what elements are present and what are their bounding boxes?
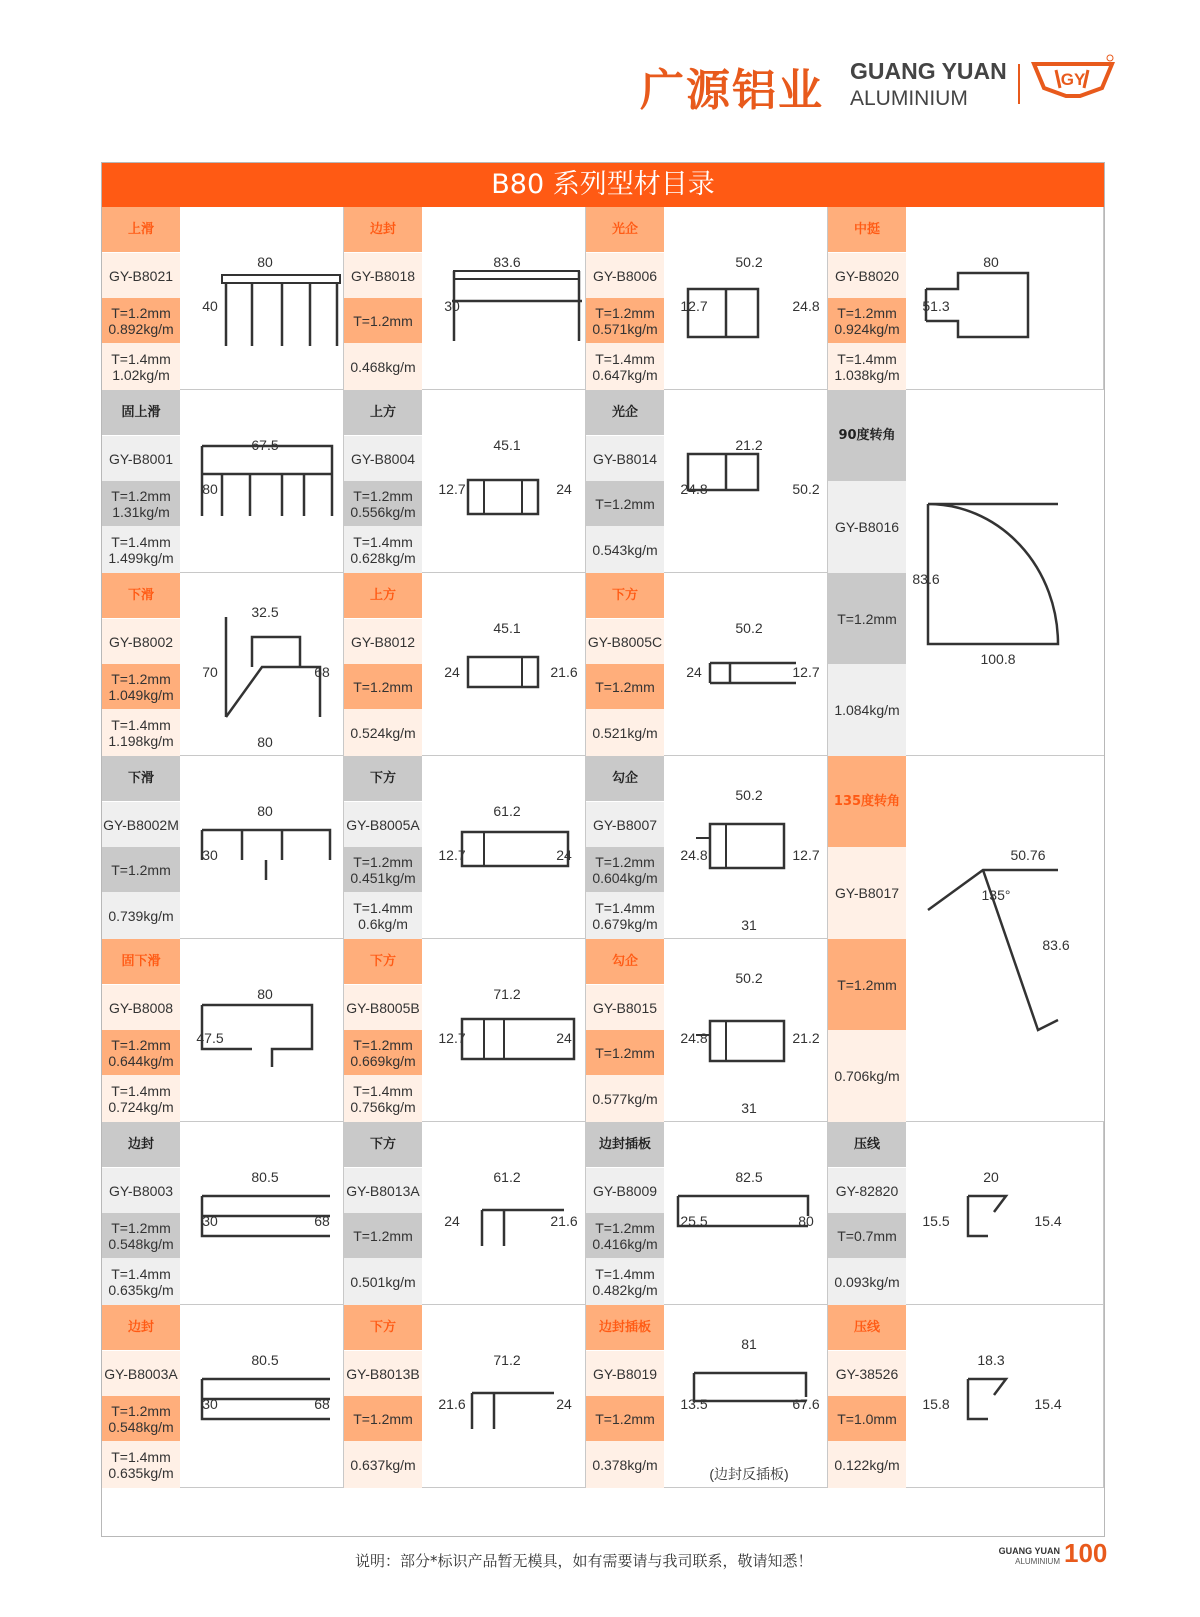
profile-name: 上方 — [344, 573, 422, 618]
dimension-label: 45.1 — [493, 620, 521, 636]
dimension-label: 50.2 — [735, 254, 763, 270]
profile-outline — [710, 663, 796, 683]
profile-cell — [828, 1122, 1104, 1305]
dimension-label: 80 — [798, 1213, 814, 1229]
profile-spec-1: T=1.2mm — [344, 1396, 422, 1441]
profile-spec-2: T=1.4mm 0.635kg/m — [102, 1441, 180, 1488]
profile-spec-2: T=1.4mm 0.647kg/m — [586, 343, 664, 390]
dimension-label: 30 — [202, 1213, 218, 1229]
dimension-label: 21.2 — [792, 1030, 820, 1046]
dimension-label: 80 — [257, 986, 273, 1002]
profile-name: 下方 — [344, 756, 422, 801]
profile-section-svg — [424, 760, 590, 941]
dimension-label: 15.4 — [1034, 1396, 1062, 1412]
profile-name: 压线 — [828, 1305, 906, 1350]
dimension-label: 30 — [202, 1396, 218, 1412]
profile-section-svg — [182, 394, 348, 575]
profile-name: 中挺 — [828, 207, 906, 252]
dimension-label: 30 — [202, 847, 218, 863]
dimension-label: 15.8 — [922, 1396, 950, 1412]
profile-drawing — [424, 760, 590, 936]
profile-code: GY-B8016 — [828, 481, 906, 573]
dimension-label: 50.76 — [1010, 847, 1046, 863]
dimension-label: 68 — [314, 664, 330, 680]
profile-spec-2: 0.637kg/m — [344, 1441, 422, 1488]
profile-cell — [102, 573, 344, 756]
profile-section-svg — [424, 211, 590, 392]
profile-cell — [586, 1122, 828, 1305]
dimension-label: 80 — [257, 734, 273, 750]
profile-outline — [696, 824, 784, 868]
profile-outline — [468, 480, 538, 514]
dimension-label: 83.6 — [912, 571, 940, 587]
profile-section-svg — [424, 577, 590, 758]
profile-code: GY-38526 — [828, 1351, 906, 1396]
profile-drawing — [908, 1126, 1074, 1302]
profile-drawing — [908, 211, 1074, 387]
profile-drawing — [666, 943, 832, 1119]
profile-name: 勾企 — [586, 939, 664, 984]
page-number: 100 — [1064, 1538, 1108, 1568]
profile-code: GY-B8005A — [344, 802, 422, 847]
profile-name: 下方 — [586, 573, 664, 618]
profile-section-svg — [908, 1126, 1074, 1307]
profile-section-svg — [424, 394, 590, 575]
profile-outline — [202, 1196, 330, 1236]
profile-drawing — [424, 943, 590, 1119]
dimension-label: (边封反插板) — [709, 1466, 789, 1482]
profile-section-svg — [182, 577, 348, 758]
profile-name: 下方 — [344, 1305, 422, 1350]
profile-spec-2: 0.524kg/m — [344, 709, 422, 756]
catalog-title: B80 系列型材目录 — [102, 163, 1104, 207]
profile-outline — [202, 446, 332, 516]
dimension-label: 21.2 — [735, 437, 763, 453]
profile-outline — [472, 1393, 554, 1429]
profile-name: 边封插板 — [586, 1305, 664, 1350]
profile-code: GY-B8012 — [344, 619, 422, 664]
dimension-label: 24.8 — [680, 1030, 708, 1046]
profile-spec-2: T=1.4mm 0.679kg/m — [586, 892, 664, 939]
profile-cell — [586, 756, 828, 939]
profile-spec-1: T=1.2mm — [828, 573, 906, 664]
profile-spec-1: T=1.2mm 0.892kg/m — [102, 298, 180, 343]
profile-code: GY-82820 — [828, 1168, 906, 1213]
profile-cell — [828, 207, 1104, 390]
dimension-label: 50.2 — [735, 787, 763, 803]
profile-spec-2: 1.084kg/m — [828, 664, 906, 756]
profile-code: GY-B8009 — [586, 1168, 664, 1213]
profile-spec-2: T=1.4mm 1.02kg/m — [102, 343, 180, 390]
profile-spec-2: 0.577kg/m — [586, 1075, 664, 1122]
profile-section-svg — [666, 943, 832, 1124]
profile-spec-1: T=1.2mm — [828, 939, 906, 1030]
profile-section-svg — [182, 1126, 348, 1307]
dimension-label: 80 — [257, 254, 273, 270]
footer-brand-line1: GUANG YUAN — [998, 1546, 1060, 1556]
profile-spec-2: 0.468kg/m — [344, 343, 422, 390]
profile-spec-2: 0.122kg/m — [828, 1441, 906, 1488]
profile-cell — [102, 207, 344, 390]
profile-section-svg — [908, 1309, 1074, 1490]
profile-code: GY-B8019 — [586, 1351, 664, 1396]
profile-drawing — [424, 1126, 590, 1302]
dimension-label: 61.2 — [493, 803, 521, 819]
dimension-label: 71.2 — [493, 986, 521, 1002]
profile-section-svg — [182, 760, 348, 941]
dimension-label: 20 — [983, 1169, 999, 1185]
profile-spec-1: T=1.2mm — [102, 847, 180, 892]
dimension-label: 32.5 — [251, 604, 279, 620]
profile-section-svg — [666, 760, 832, 941]
profile-name: 下滑 — [102, 756, 180, 801]
footer-note: 说明：部分*标识产品暂无模具，如有需要请与我司联系，敬请知悉！ — [355, 1552, 813, 1570]
profile-code: GY-B8007 — [586, 802, 664, 847]
profile-section-svg — [908, 760, 1074, 1130]
profile-spec-2: T=1.4mm 1.038kg/m — [828, 343, 906, 390]
dimension-label: 80 — [202, 481, 218, 497]
profile-cell — [344, 1305, 586, 1488]
profile-name: 边封插板 — [586, 1122, 664, 1167]
dimension-label: 68 — [314, 1213, 330, 1229]
profile-code: GY-B8008 — [102, 985, 180, 1030]
profile-name: 135度转角 — [828, 756, 906, 847]
profile-section-svg — [424, 1126, 590, 1307]
dimension-label: 80 — [983, 254, 999, 270]
profile-outline — [694, 1373, 806, 1401]
dimension-label: 24.8 — [792, 298, 820, 314]
dimension-label: 30 — [444, 298, 460, 314]
profile-spec-1: T=1.0mm — [828, 1396, 906, 1441]
dimension-label: 12.7 — [438, 481, 466, 497]
profile-section-svg — [908, 211, 1074, 392]
dimension-label: 50.2 — [735, 620, 763, 636]
profile-section-svg — [666, 1126, 832, 1307]
profile-name: 下滑 — [102, 573, 180, 618]
profile-name: 固上滑 — [102, 390, 180, 435]
profile-outline — [452, 271, 582, 341]
brand-name-en-2: ALUMINIUM — [850, 87, 968, 110]
profile-spec-2: 0.543kg/m — [586, 526, 664, 573]
dimension-label: 21.6 — [550, 664, 578, 680]
profile-spec-1: T=1.2mm 0.604kg/m — [586, 847, 664, 892]
profile-cell — [102, 756, 344, 939]
profile-section-svg — [182, 1309, 348, 1490]
profile-spec-2: T=1.4mm 0.756kg/m — [344, 1075, 422, 1122]
dimension-label: 24 — [556, 847, 572, 863]
dimension-label: 12.7 — [438, 1030, 466, 1046]
profile-section-svg — [424, 1309, 590, 1490]
profile-name: 压线 — [828, 1122, 906, 1167]
profile-code: GY-B8001 — [102, 436, 180, 481]
dimension-label: 50.2 — [735, 970, 763, 986]
profile-spec-1: T=1.2mm 0.556kg/m — [344, 481, 422, 526]
profile-name: 边封 — [344, 207, 422, 252]
profile-drawing — [666, 394, 832, 570]
profile-cell — [344, 939, 586, 1122]
dimension-label: 67.5 — [251, 437, 279, 453]
dimension-label: 80.5 — [251, 1352, 279, 1368]
profile-name: 光企 — [586, 207, 664, 252]
dimension-label: 24 — [556, 1396, 572, 1412]
profile-spec-1: T=1.2mm — [586, 1396, 664, 1441]
profile-cell — [828, 1305, 1104, 1488]
dimension-label: 12.7 — [792, 847, 820, 863]
profile-section-svg — [666, 394, 832, 575]
profile-spec-2: T=1.4mm 0.482kg/m — [586, 1258, 664, 1305]
dimension-label: 24.8 — [680, 847, 708, 863]
profile-code: GY-B8005C — [586, 619, 664, 664]
profile-spec-2: 0.378kg/m — [586, 1441, 664, 1488]
dimension-label: 40 — [202, 298, 218, 314]
profile-drawing — [666, 577, 832, 753]
profile-cell — [344, 573, 586, 756]
dimension-label: 80.5 — [251, 1169, 279, 1185]
profile-cell — [586, 207, 828, 390]
profile-spec-1: T=1.2mm 1.31kg/m — [102, 481, 180, 526]
profile-cell — [102, 1122, 344, 1305]
profile-outline — [696, 1021, 784, 1061]
profile-spec-2: 0.739kg/m — [102, 892, 180, 939]
profile-spec-2: 0.501kg/m — [344, 1258, 422, 1305]
dimension-label: 45.1 — [493, 437, 521, 453]
profile-cell — [344, 756, 586, 939]
profile-outline — [928, 504, 1058, 644]
profile-code: GY-B8005B — [344, 985, 422, 1030]
dimension-label: 24 — [556, 1030, 572, 1046]
profile-name: 固下滑 — [102, 939, 180, 984]
profile-outline — [226, 617, 320, 717]
profile-outline — [468, 657, 538, 687]
profile-spec-2: T=1.4mm 1.499kg/m — [102, 526, 180, 573]
profile-spec-1: T=1.2mm — [344, 1213, 422, 1258]
profile-spec-2: T=1.4mm 0.6kg/m — [344, 892, 422, 939]
dimension-label: 31 — [741, 917, 757, 933]
dimension-label: 24 — [686, 664, 702, 680]
profile-spec-2: 0.706kg/m — [828, 1030, 906, 1122]
profile-drawing — [182, 1126, 348, 1302]
profile-spec-1: T=1.2mm — [344, 298, 422, 343]
profile-name: 勾企 — [586, 756, 664, 801]
profile-spec-1: T=1.2mm — [344, 664, 422, 709]
profile-cell-tall — [828, 390, 1104, 756]
profile-drawing — [424, 1309, 590, 1485]
profile-code: GY-B8020 — [828, 253, 906, 298]
profile-code: GY-B8017 — [828, 847, 906, 939]
brand-divider — [1018, 64, 1020, 104]
profile-spec-2: T=1.4mm 0.635kg/m — [102, 1258, 180, 1305]
dimension-label: 13.5 — [680, 1396, 708, 1412]
profile-code: GY-B8018 — [344, 253, 422, 298]
dimension-label: 31 — [741, 1100, 757, 1116]
dimension-label: 61.2 — [493, 1169, 521, 1185]
profile-drawing — [182, 577, 348, 753]
brand-name-cn: 广源铝业 — [640, 65, 824, 116]
profile-outline — [462, 832, 568, 866]
footer-brand — [990, 1546, 1060, 1567]
dimension-label: 50.2 — [792, 481, 820, 497]
profile-spec-1: T=1.2mm 0.548kg/m — [102, 1213, 180, 1258]
profile-name: 90度转角 — [828, 390, 906, 481]
profile-spec-2: 0.521kg/m — [586, 709, 664, 756]
profile-cell — [586, 939, 828, 1122]
dimension-label: 15.5 — [922, 1213, 950, 1229]
profile-spec-1: T=1.2mm 0.416kg/m — [586, 1213, 664, 1258]
dimension-label: 21.6 — [550, 1213, 578, 1229]
profile-code: GY-B8013A — [344, 1168, 422, 1213]
profile-code: GY-B8004 — [344, 436, 422, 481]
profile-section-svg — [908, 394, 1074, 764]
profile-code: GY-B8003A — [102, 1351, 180, 1396]
profile-section-svg — [424, 943, 590, 1124]
profile-cell — [344, 207, 586, 390]
profile-drawing — [182, 211, 348, 387]
profile-spec-1: T=1.2mm 0.451kg/m — [344, 847, 422, 892]
dimension-label: 81 — [741, 1336, 757, 1352]
dimension-label: 68 — [314, 1396, 330, 1412]
dimension-label: 67.6 — [792, 1396, 820, 1412]
profile-name: 上方 — [344, 390, 422, 435]
profile-section-svg — [666, 577, 832, 758]
brand-name-en-1: GUANG YUAN — [850, 58, 1007, 84]
profile-name: 光企 — [586, 390, 664, 435]
profile-cell — [586, 573, 828, 756]
dimension-label: 12.7 — [792, 664, 820, 680]
profile-cell — [344, 1122, 586, 1305]
profile-spec-2: T=1.4mm 0.628kg/m — [344, 526, 422, 573]
dimension-label: 83.6 — [1042, 937, 1070, 953]
dimension-label: 82.5 — [735, 1169, 763, 1185]
profile-cell — [102, 939, 344, 1122]
profile-spec-1: T=1.2mm 0.644kg/m — [102, 1030, 180, 1075]
dimension-label: 12.7 — [438, 847, 466, 863]
profile-code: GY-B8006 — [586, 253, 664, 298]
profile-drawing — [424, 211, 590, 387]
dimension-label: 21.6 — [438, 1396, 466, 1412]
dimension-label: 83.6 — [493, 254, 521, 270]
profile-code: GY-B8014 — [586, 436, 664, 481]
dimension-label: 24 — [444, 1213, 460, 1229]
brand-header — [640, 52, 1110, 114]
profile-spec-1: T=1.2mm 0.924kg/m — [828, 298, 906, 343]
profile-name: 边封 — [102, 1122, 180, 1167]
profile-spec-1: T=1.2mm 0.548kg/m — [102, 1396, 180, 1441]
dimension-label: 25.5 — [680, 1213, 708, 1229]
dimension-label: 71.2 — [493, 1352, 521, 1368]
profile-code: GY-B8002 — [102, 619, 180, 664]
dimension-label: 24.8 — [680, 481, 708, 497]
brand-logo-text: GY — [1060, 70, 1086, 89]
profile-spec-2: T=1.4mm 1.198kg/m — [102, 709, 180, 756]
profile-spec-1: T=1.2mm 0.669kg/m — [344, 1030, 422, 1075]
profile-cell — [102, 1305, 344, 1488]
profile-cell — [586, 1305, 828, 1488]
profile-code: GY-B8002M — [102, 802, 180, 847]
dimension-label: 51.3 — [922, 298, 950, 314]
profile-name: 上滑 — [102, 207, 180, 252]
profile-cell — [344, 390, 586, 573]
profile-spec-2: T=1.4mm 0.724kg/m — [102, 1075, 180, 1122]
profile-drawing — [182, 760, 348, 936]
dimension-label: 24 — [444, 664, 460, 680]
profile-drawing — [908, 1309, 1074, 1485]
profile-drawing — [182, 1309, 348, 1485]
profile-section-svg — [182, 211, 348, 392]
profile-code: GY-B8015 — [586, 985, 664, 1030]
profile-code: GY-B8013B — [344, 1351, 422, 1396]
profile-spec-1: T=1.2mm — [586, 1030, 664, 1075]
profile-spec-2: 0.093kg/m — [828, 1258, 906, 1305]
dimension-label: 100.8 — [980, 651, 1016, 667]
profile-section-svg — [182, 943, 348, 1124]
profile-spec-1: T=1.2mm — [586, 481, 664, 526]
profile-catalog — [101, 162, 1105, 1537]
profile-drawing — [666, 1309, 832, 1485]
profile-name: 下方 — [344, 939, 422, 984]
profile-code: GY-B8003 — [102, 1168, 180, 1213]
footer-brand-line2: ALUMINIUM — [1015, 1557, 1060, 1566]
profile-name: 下方 — [344, 1122, 422, 1167]
profile-cell — [586, 390, 828, 573]
profile-cell-tall — [828, 756, 1104, 1122]
profile-drawing — [666, 760, 832, 936]
profile-drawing — [666, 211, 832, 387]
dimension-label: 12.7 — [680, 298, 708, 314]
profile-drawing — [908, 394, 1074, 752]
profile-section-svg — [666, 211, 832, 392]
profile-drawing — [424, 577, 590, 753]
dimension-label: 18.3 — [977, 1352, 1005, 1368]
profile-outline — [202, 1379, 330, 1419]
profile-outline — [202, 830, 330, 880]
dimension-label: 15.4 — [1034, 1213, 1062, 1229]
dimension-label: 47.5 — [196, 1030, 224, 1046]
dimension-label: 80 — [257, 803, 273, 819]
profile-outline — [968, 1196, 1006, 1236]
dimension-label: 135° — [981, 887, 1011, 903]
profile-code: GY-B8021 — [102, 253, 180, 298]
profile-drawing — [908, 760, 1074, 1118]
profile-spec-1: T=1.2mm 0.571kg/m — [586, 298, 664, 343]
profile-outline — [968, 1379, 1006, 1419]
profile-drawing — [182, 394, 348, 570]
profile-spec-1: T=1.2mm 1.049kg/m — [102, 664, 180, 709]
profile-cell — [102, 390, 344, 573]
profile-drawing — [666, 1126, 832, 1302]
dimension-label: 24 — [556, 481, 572, 497]
profile-section-svg — [666, 1309, 832, 1490]
dimension-label: 70 — [202, 664, 218, 680]
profile-drawing — [424, 394, 590, 570]
profile-outline — [222, 275, 340, 346]
profile-name: 边封 — [102, 1305, 180, 1350]
profile-spec-1: T=1.2mm — [586, 664, 664, 709]
profile-drawing — [182, 943, 348, 1119]
brand-logo-icon — [1030, 52, 1116, 108]
profile-spec-1: T=0.7mm — [828, 1213, 906, 1258]
